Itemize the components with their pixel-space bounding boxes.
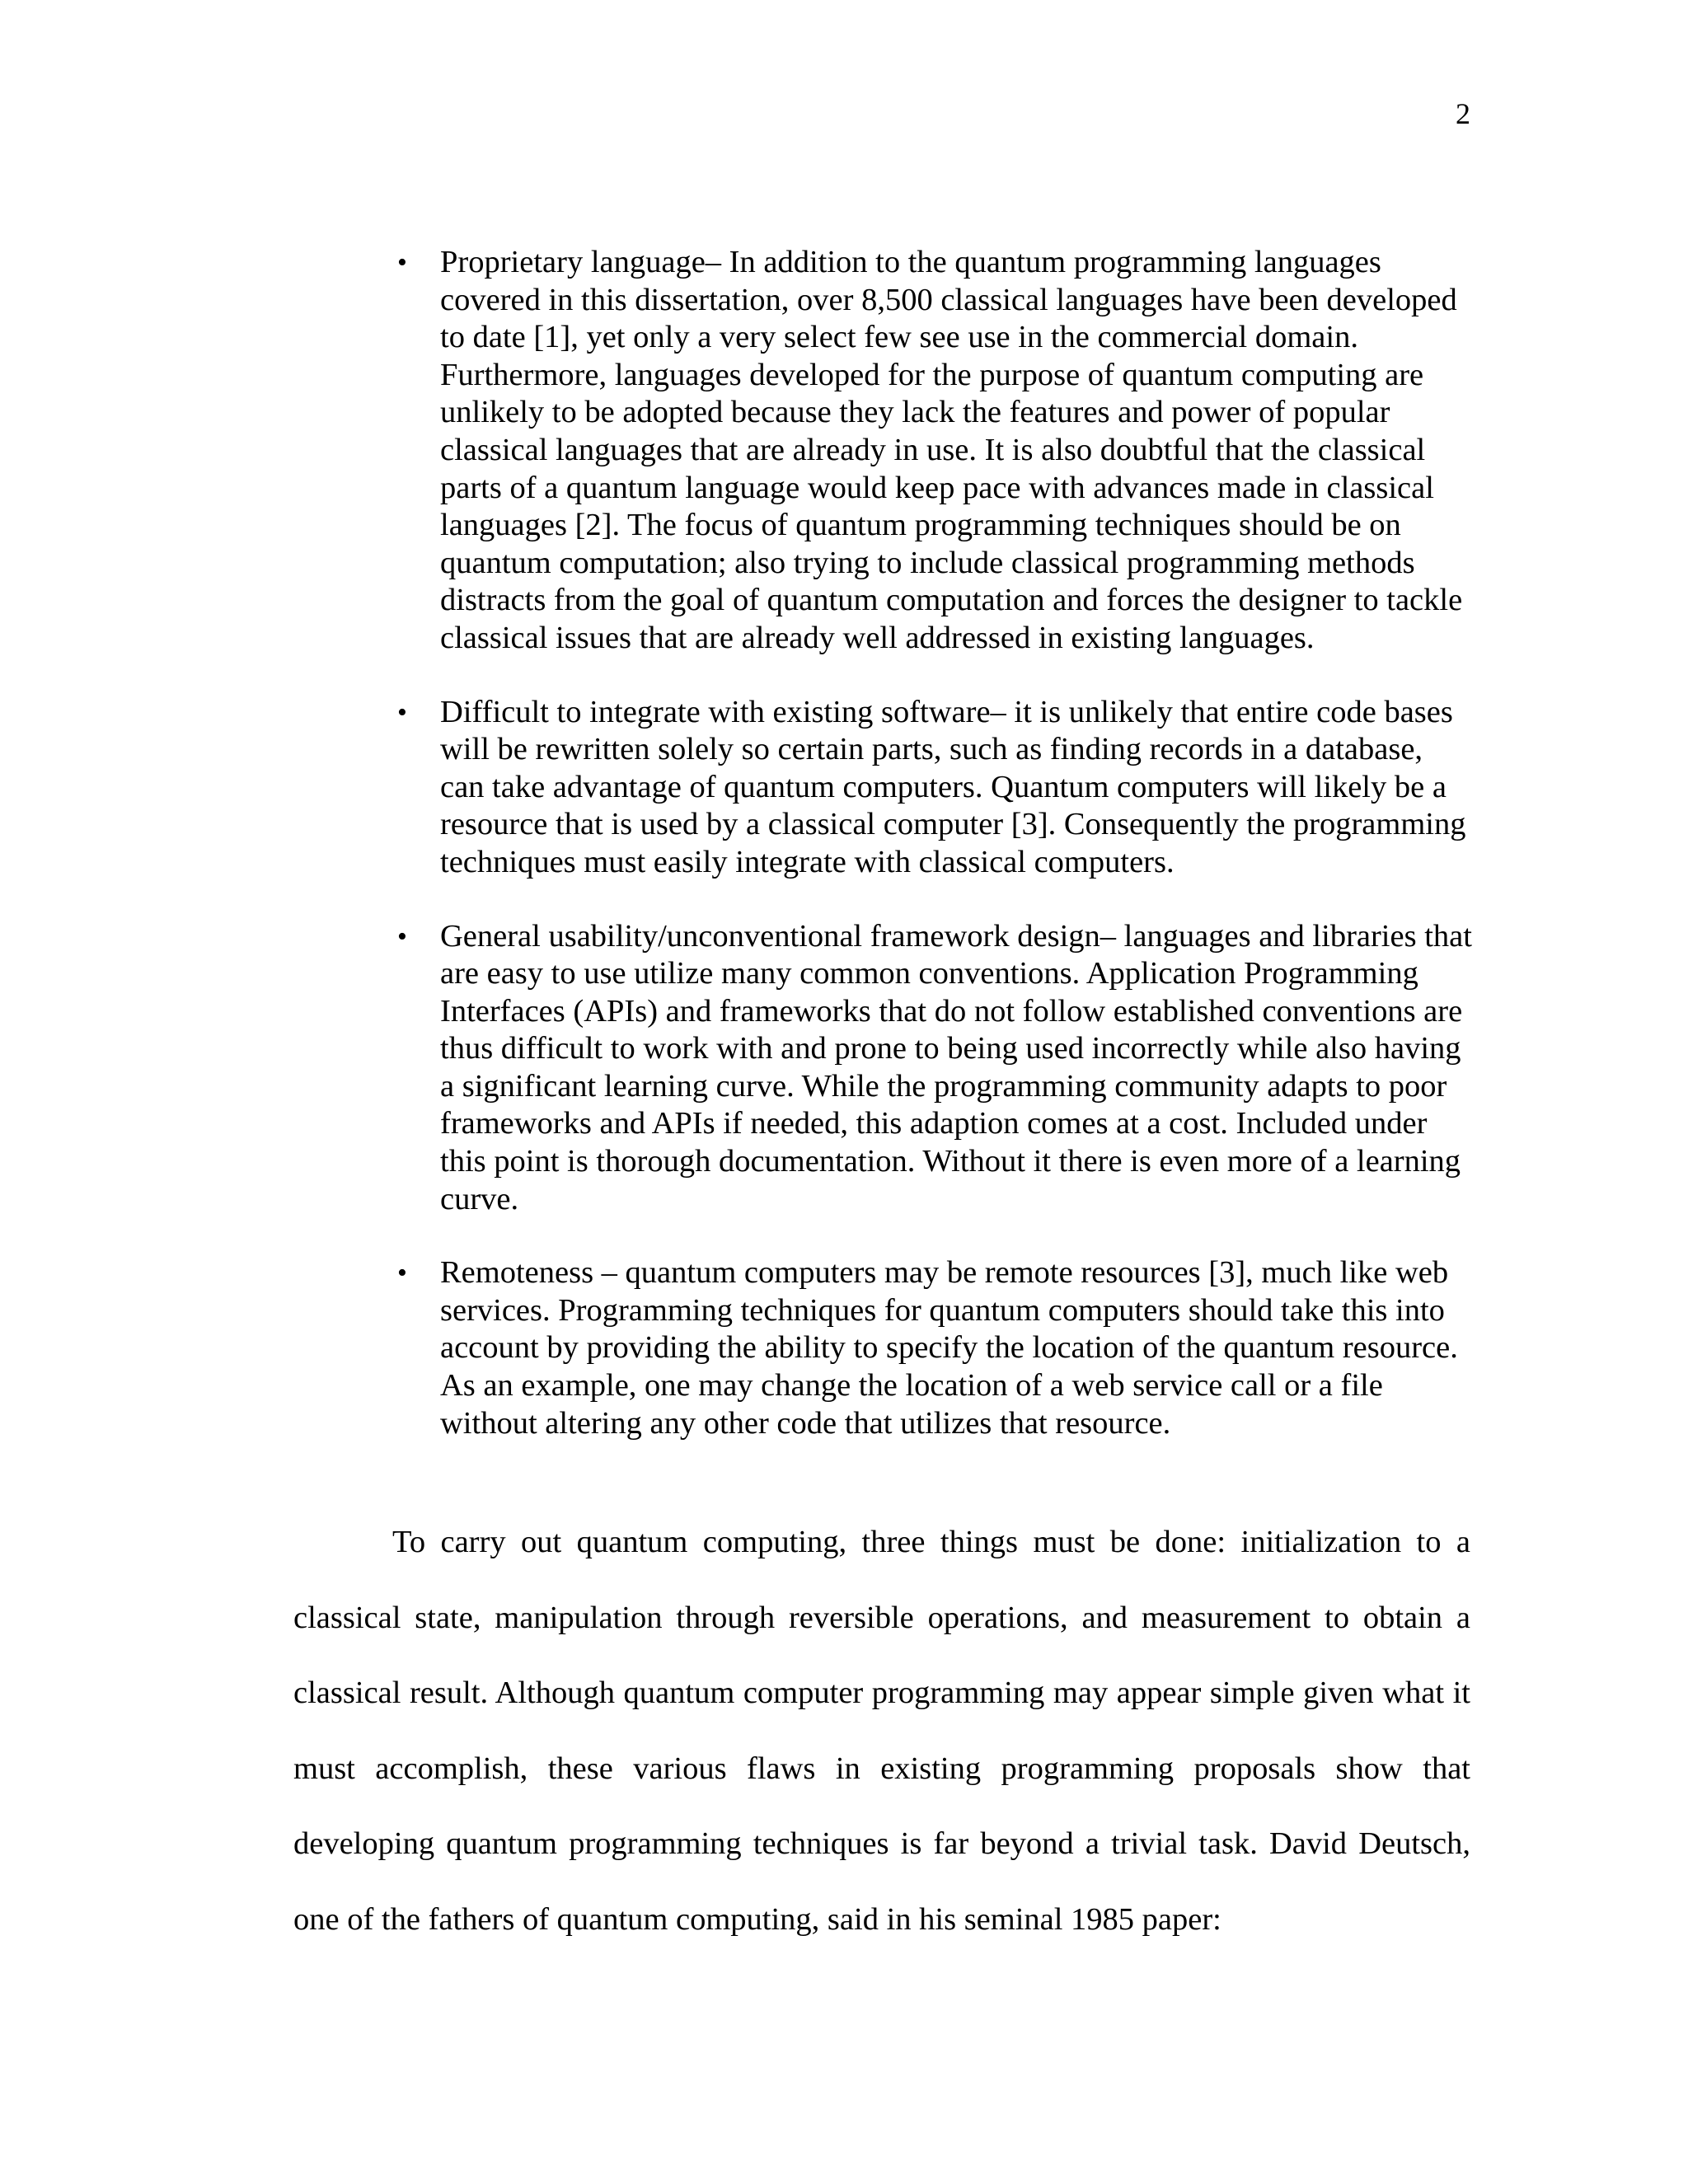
bullet-text: Difficult to integrate with existing software– it is unlikely that entire code bases will be rewritten solely so certain parts, such as finding records in a database, can take advantage of quantum computers. Quantum computers will likely be a resource that is used by a classical computer [3]. Consequently the programming techniques must easily integrate with classical computers. <box>440 694 1466 879</box>
bullet-icon: • <box>397 1258 407 1289</box>
bullet-item-remoteness <box>387 1254 1472 1442</box>
page-number: 2 <box>1456 97 1470 130</box>
bullet-text: Proprietary language– In addition to the quantum programming languages covered in this dissertation, over 8,500 classical languages have been developed to date [1], yet only a very select few see use in the commercial domain. Furthermore, languages developed for the purpose of quantum computing are unlikely to be adopted because they lack the features and power of popular classical languages that are already in use. It is also doubtful that the classical parts of a quantum language would keep pace with advances made in classical languages [2]. The focus of quantum programming techniques should be on quantum computation; also trying to include classical programming methods distracts from the goal of quantum computation and forces the designer to tackle classical issues that are already well addressed in existing languages. <box>440 245 1463 655</box>
bullet-icon: • <box>397 921 407 952</box>
bullet-item-difficult-to-integrate <box>387 694 1472 882</box>
body-paragraph: To carry out quantum computing, three things must be done: initialization to a classical state, manipulation through reversible operations, and measurement to obtain a classical result. Although quantum computer programming may appear simple given what it must accomplish, these various flaws in existing programming proposals show that developing quantum programming techniques is far beyond a trivial task. David Deutsch, one of the fathers of quantum computing, said in his seminal 1985 paper: <box>293 1525 1470 1937</box>
bullet-icon: • <box>397 696 407 728</box>
bullet-icon: • <box>397 247 407 278</box>
bullet-list <box>387 244 1472 1442</box>
bullet-text: General usability/unconventional framework design– languages and libraries that are easy to use utilize many common conventions. Application Programming Interfaces (APIs) and frameworks that do not follow established conventions are thus difficult to work with and prone to being used incorrectly while also having a significant learning curve. While the programming community adapts to poor frameworks and APIs if needed, this adaption comes at a cost. Included under this point is thorough documentation. Without it there is even more of a learning curve. <box>440 918 1472 1216</box>
bullet-item-general-usability <box>387 918 1472 1219</box>
bullet-item-proprietary-language <box>387 244 1472 658</box>
bullet-text: Remoteness – quantum computers may be remote resources [3], much like web services. Programming techniques for quantum computers should take this into account by providing the ability to specify the location of the quantum resource. As an example, one may change the location of a web service call or a file without altering any other code that utilizes that resource. <box>440 1255 1458 1441</box>
